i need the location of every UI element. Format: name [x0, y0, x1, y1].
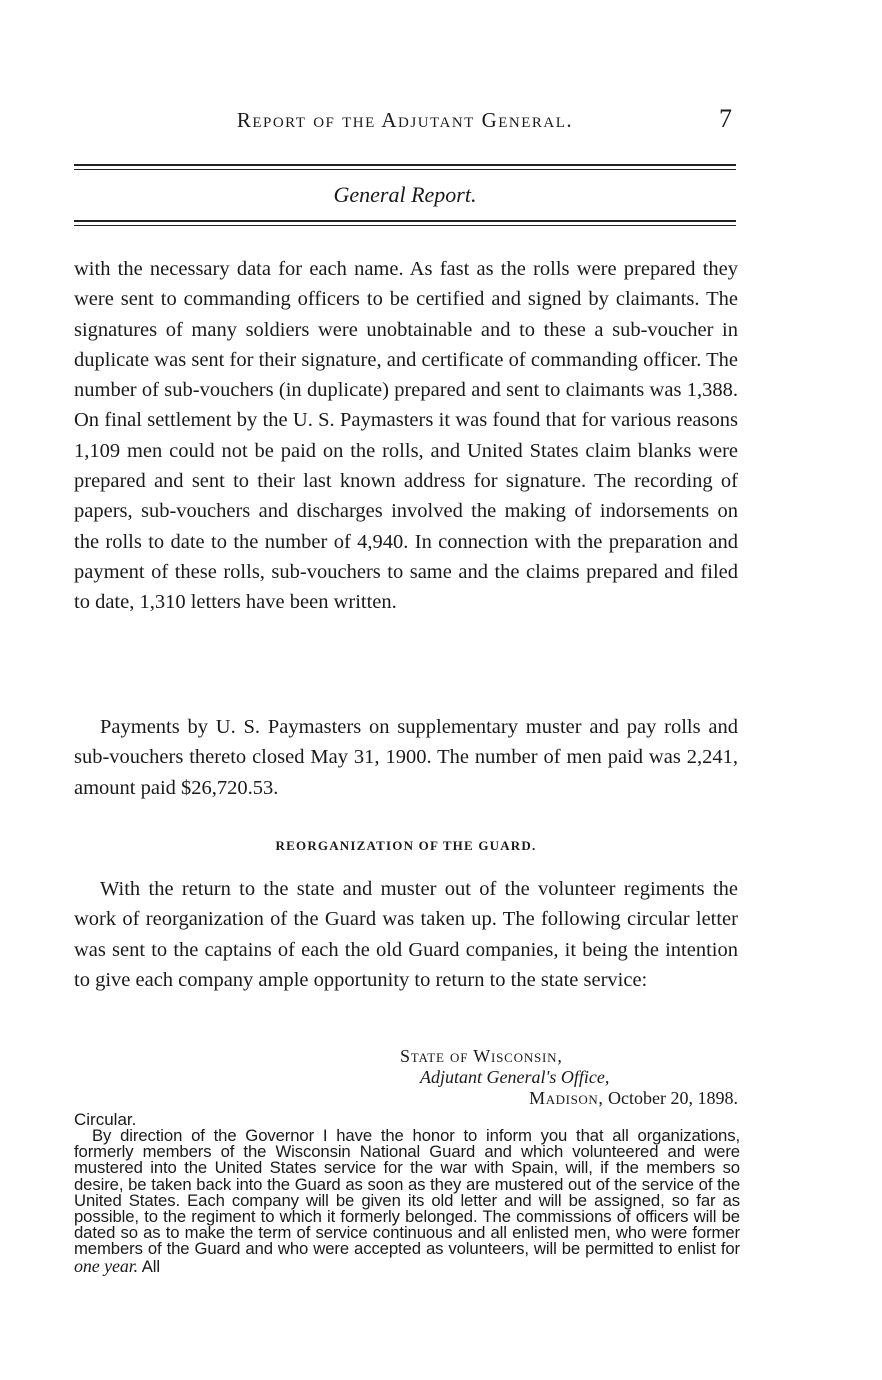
letterhead-place: Madison, [529, 1088, 604, 1108]
header-rule-bottom [74, 220, 736, 222]
circular-body-text: By direction of the Governor I have the honor to inform you that all organizations, formerly members of the Wisconsin National Guard and which volunteered and were mustered into the United States service for the war with Spain, will, if the members so desire, be taken back into the Guard as soon as they are mustered out of the service of the United States. Each company will be given its old letter and will be assigned, so far as possible, to the regiment to which it formerly belonged. The commissions of officers will be dated so as to make the term of service continuous and all enlisted men, who were former members of the Guard and who were accepted as volunteers, will be permitted to enlist for [74, 1126, 740, 1259]
circular-body-tail: All [138, 1256, 160, 1276]
section-heading: REORGANIZATION OF THE GUARD. [275, 838, 537, 853]
circular-label: Circular. [74, 1110, 137, 1129]
letterhead-state: State of Wisconsin, [400, 1046, 563, 1066]
paragraph-payments: Payments by U. S. Paymasters on supplementary muster and pay rolls and sub-vouchers thereto closed May 31, 1900. The number of men paid was 2,241, amount paid $26,720.53. [74, 716, 738, 799]
circular-body-emphasis: one year. [74, 1255, 139, 1276]
header-rule-top-thin [74, 169, 736, 170]
letterhead [74, 1046, 738, 1109]
paragraph-rolls: with the necessary data for each name. As fast as the rolls were prepared they were sent to commanding officers to be certified and signed by claimants. The signatures of many soldiers were unobtainable and to these a sub-voucher in duplicate was sent for their signature, and certificate of commanding officer. The number of sub-vouchers (in duplicate) prepared and sent to claimants was 1,388. On final settlement by the U. S. Paymasters it was found that for various reasons 1,109 men could not be paid on the rolls, and United States claim blanks were prepared and sent to their last known address for signature. The recording of papers, sub-vouchers and discharges involved the making of indorsements on the rolls to date to the number of 4,940. In connection with the preparation and payment of these rolls, sub-vouchers to same and the claims prepared and filed to date, 1,310 letters have been written. [74, 258, 738, 614]
header-rule-bottom-thin [74, 225, 736, 226]
letterhead-place-date [74, 1088, 738, 1109]
circular-body [74, 1128, 740, 1275]
page-number: 7 [719, 104, 732, 133]
header-rule-top [74, 164, 736, 166]
paragraph-reorganization: With the return to the state and muster out of the volunteer regiments the work of reorganization of the Guard was taken up. The following circular letter was sent to the captains of each the old Guard companies, it being the intention to give each company ample opportunity to return to the state service: [74, 878, 738, 991]
running-title: Report of the Adjutant General. [236, 108, 574, 132]
letterhead-office: Adjutant General's Office, [420, 1067, 610, 1087]
letterhead-date: October 20, 1898. [608, 1088, 738, 1108]
running-head [74, 104, 736, 138]
section-title: General Report. [333, 182, 477, 207]
